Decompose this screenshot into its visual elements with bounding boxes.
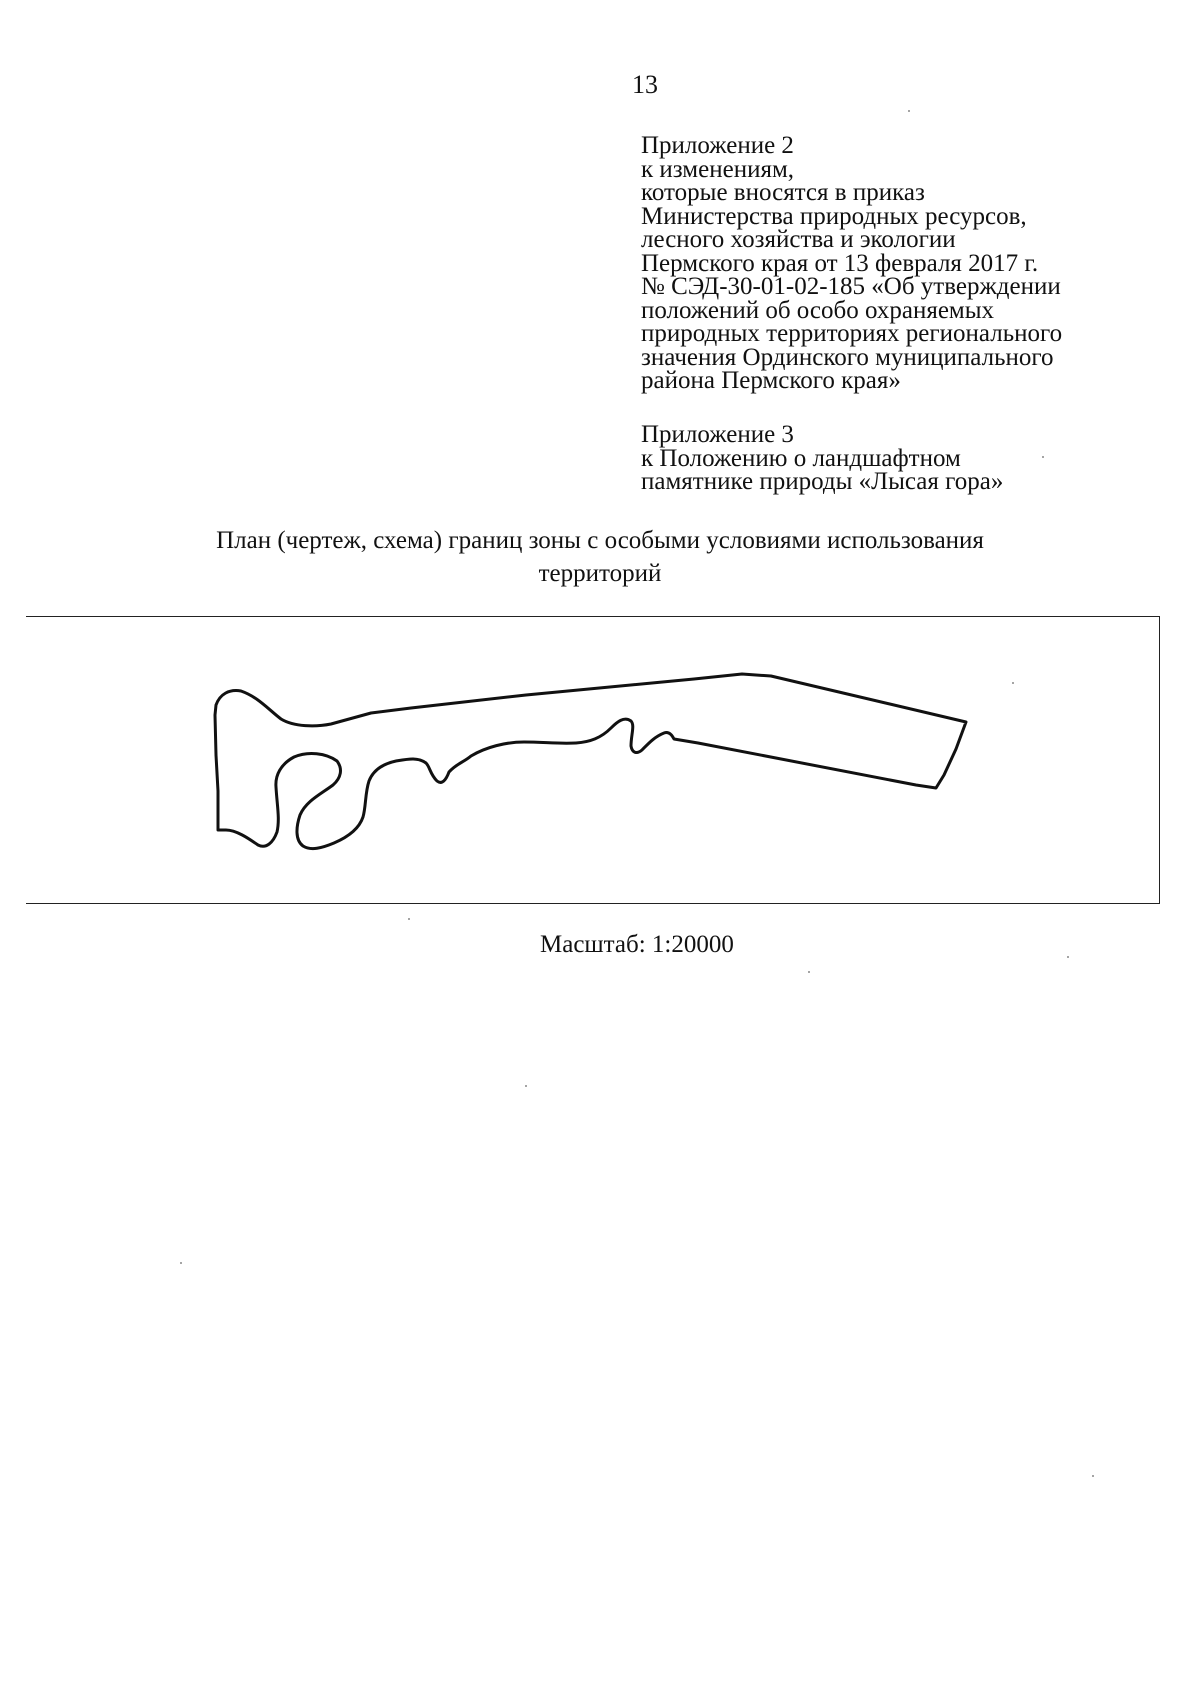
annex-2-line: к изменениям,	[641, 155, 795, 183]
plan-title-line: План (чертеж, схема) границ зоны с особыми условиями использования	[216, 527, 984, 554]
annex-2-line: природных территориях регионального	[641, 320, 1063, 347]
scan-speck	[525, 1085, 527, 1087]
annex-3-line: к Положению о ландшафтном	[641, 444, 961, 472]
annex-2-line: лесного хозяйства и экологии	[641, 226, 956, 253]
scan-speck	[1042, 456, 1044, 458]
scan-speck	[808, 971, 810, 973]
scan-speck	[1092, 1475, 1094, 1477]
annex-2-line: положений об особо охраняемых	[641, 296, 995, 324]
annex-2-line: района Пермского края»	[641, 367, 901, 394]
annex-2-line: № СЭД-30-01-02-185 «Об утверждении	[641, 273, 1061, 300]
annex-3-line: памятнике природы «Лысая гора»	[641, 468, 1004, 495]
scan-speck	[408, 918, 410, 920]
plan-title	[150, 524, 1050, 590]
scan-speck	[1012, 682, 1014, 684]
annex-2-line: Пермского края от 13 февраля 2017 г.	[641, 249, 1039, 277]
zone-boundary-outline	[215, 674, 966, 849]
plan-title-line: территорий	[538, 560, 662, 587]
annex-3-heading	[641, 423, 1003, 494]
annex-2-line: Министерства природных ресурсов,	[641, 202, 1027, 230]
annex-2-line: значения Ординского муниципального	[641, 343, 1054, 371]
annex-2-line: которые вносятся в приказ	[641, 179, 925, 206]
scan-speck	[180, 1262, 182, 1264]
annex-2-line: Приложение 2	[641, 132, 794, 159]
scan-speck	[1067, 956, 1069, 958]
scan-speck	[908, 110, 910, 112]
plan-frame	[26, 616, 1160, 904]
page-number: 13	[632, 70, 658, 99]
scale-label: Масштаб: 1:20000	[540, 931, 734, 958]
annex-2-heading	[641, 134, 1062, 393]
zone-boundary-drawing	[26, 617, 1160, 905]
annex-3-line: Приложение 3	[641, 421, 794, 448]
